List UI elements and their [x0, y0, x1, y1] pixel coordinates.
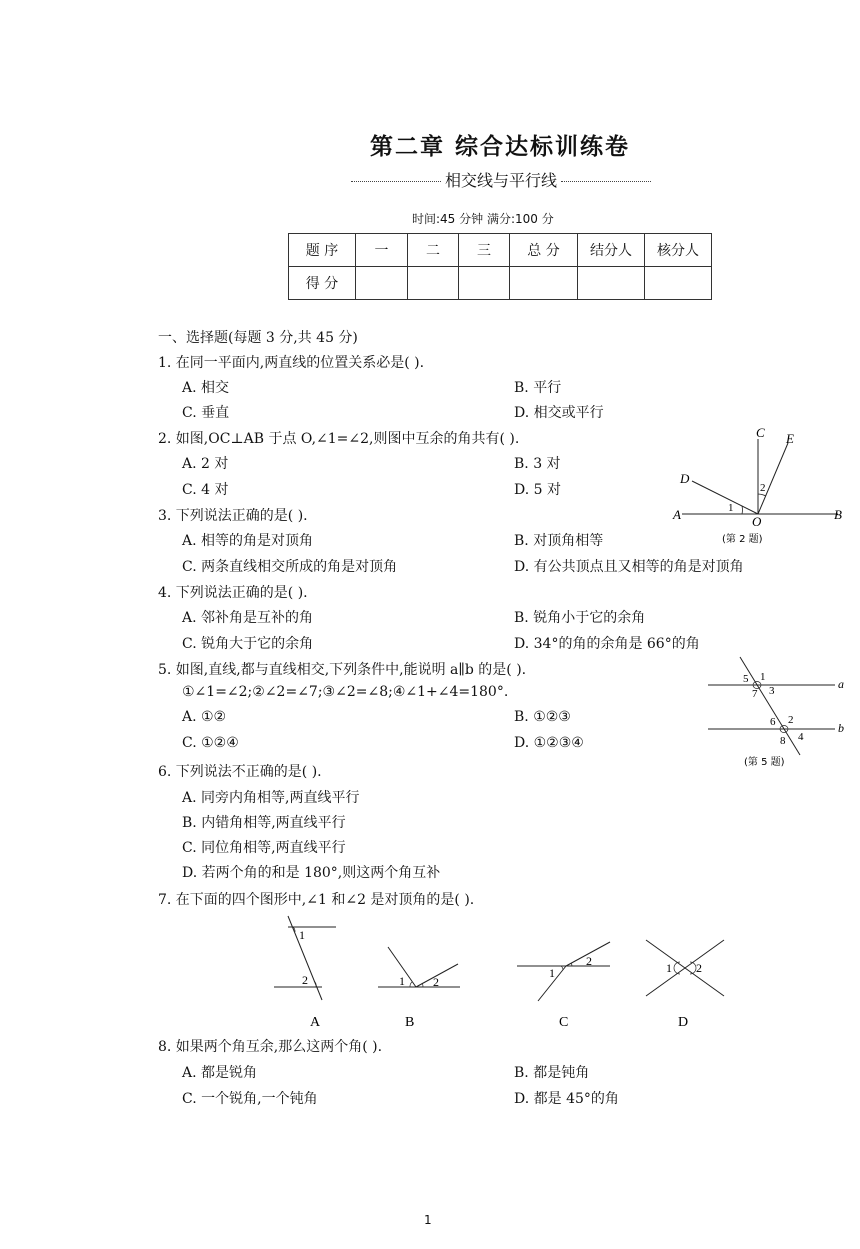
q5-option-b: B. ①②③: [514, 709, 571, 725]
figure-option-a: [274, 916, 336, 1030]
line-b-label: b: [838, 721, 844, 735]
figure-caption: (第 5 题): [744, 757, 785, 768]
q4-option-c: C. 锐角大于它的余角: [182, 636, 314, 652]
score-table: [288, 233, 712, 300]
score-cell: 得 分: [289, 267, 356, 300]
angle-1-label: 1: [666, 961, 672, 975]
score-cell: 一: [356, 234, 408, 267]
score-cell: 总 分: [510, 234, 578, 267]
question-8-stem: 8. 如果两个角互余,那么这两个角( ).: [158, 1039, 383, 1055]
q4-option-a: A. 邻补角是互补的角: [182, 610, 314, 626]
figure-q5: [700, 655, 855, 770]
figure-label-a: A: [310, 1015, 321, 1030]
figure-option-b: [378, 947, 460, 1030]
q3-option-a: A. 相等的角是对顶角: [182, 533, 314, 549]
angle-8-label: 8: [780, 735, 786, 747]
figure-option-d: [646, 940, 724, 1030]
score-table-score-row: [289, 267, 712, 300]
score-input-cell[interactable]: [578, 267, 645, 300]
figure-option-c: [517, 942, 610, 1030]
q5-option-a: A. ①②: [182, 709, 227, 725]
score-cell: 核分人: [645, 234, 712, 267]
q8-option-c: C. 一个锐角,一个钝角: [182, 1091, 318, 1107]
angle-2-label: 2: [760, 482, 766, 494]
q2-option-d: D. 5 对: [514, 482, 561, 498]
question-4-stem: 4. 下列说法正确的是( ).: [158, 585, 308, 601]
q4-option-b: B. 锐角小于它的余角: [514, 610, 646, 626]
score-input-cell[interactable]: [459, 267, 510, 300]
score-cell: 结分人: [578, 234, 645, 267]
question-5-conditions: ①∠1=∠2;②∠2=∠7;③∠2=∠8;④∠1+∠4=180°.: [182, 684, 509, 700]
score-table-header-row: [289, 234, 712, 267]
figure-label-b: B: [405, 1015, 415, 1030]
label-b: B: [834, 507, 842, 522]
angle-1-label: 1: [549, 966, 555, 980]
question-7-stem: 7. 在下面的四个图形中,∠1 和∠2 是对顶角的是( ).: [158, 892, 475, 908]
q8-option-a: A. 都是锐角: [182, 1065, 258, 1081]
q6-option-b: B. 内错角相等,两直线平行: [182, 815, 346, 831]
q3-option-b: B. 对顶角相等: [514, 533, 604, 549]
figure-label-d: D: [678, 1015, 689, 1030]
q2-option-b: B. 3 对: [514, 456, 561, 472]
q2-option-a: A. 2 对: [182, 456, 229, 472]
score-input-cell[interactable]: [356, 267, 408, 300]
q3-option-d: D. 有公共顶点且又相等的角是对顶角: [514, 559, 744, 575]
dotted-rule-right: [561, 181, 651, 182]
angle-6-label: 6: [770, 716, 776, 728]
label-a: A: [673, 507, 681, 522]
angle-1-label: 1: [728, 502, 734, 514]
q5-option-c: C. ①②④: [182, 735, 239, 751]
time-info: 时间:45 分钟 满分:100 分: [412, 212, 554, 226]
angle-2-label: 2: [696, 961, 702, 975]
q1-option-a: A. 相交: [182, 380, 230, 396]
question-1-stem: 1. 在同一平面内,两直线的位置关系必是( ).: [158, 355, 425, 371]
label-c: C: [756, 425, 765, 440]
angle-1-label: 1: [760, 671, 766, 683]
question-2-stem: 2. 如图,OC⊥AB 于点 O,∠1=∠2,则图中互余的角共有( ).: [158, 431, 520, 447]
figure-label-c: C: [559, 1015, 569, 1030]
q4-option-d: D. 34°的角的余角是 66°的角: [514, 636, 700, 652]
q1-option-b: B. 平行: [514, 380, 562, 396]
label-o: O: [752, 514, 762, 529]
question-6-stem: 6. 下列说法不正确的是( ).: [158, 764, 322, 780]
question-5-stem: 5. 如图,直线,都与直线相交,下列条件中,能说明 a∥b 的是( ).: [158, 662, 527, 678]
label-e: E: [786, 431, 794, 446]
angle-7-label: 7: [752, 688, 758, 700]
q3-option-c: C. 两条直线相交所成的角是对顶角: [182, 559, 398, 575]
q2-option-c: C. 4 对: [182, 482, 229, 498]
score-input-cell[interactable]: [408, 267, 459, 300]
angle-1-label: 1: [299, 928, 305, 942]
score-cell: 二: [408, 234, 459, 267]
q6-option-c: C. 同位角相等,两直线平行: [182, 840, 346, 856]
page-number: 1: [424, 1213, 432, 1227]
angle-2-label: 2: [433, 975, 439, 989]
angle-2-label: 2: [586, 954, 592, 968]
section-heading: 一、选择题(每题 3 分,共 45 分): [158, 330, 358, 346]
dotted-rule-left: [351, 181, 441, 182]
angle-2-label: 2: [302, 973, 308, 987]
label-d: D: [680, 471, 690, 486]
angle-1-label: 1: [399, 974, 405, 988]
page-subtitle: 相交线与平行线: [338, 168, 664, 191]
q5-option-d: D. ①②③④: [514, 735, 584, 751]
q1-option-d: D. 相交或平行: [514, 405, 604, 421]
q1-option-c: C. 垂直: [182, 405, 230, 421]
angle-2-label: 2: [788, 714, 794, 726]
score-cell: 三: [459, 234, 510, 267]
score-input-cell[interactable]: [645, 267, 712, 300]
line-a-label: a: [838, 677, 844, 691]
score-cell: 题 序: [289, 234, 356, 267]
q6-option-d: D. 若两个角的和是 180°,则这两个角互补: [182, 865, 441, 881]
angle-5-label: 5: [743, 673, 749, 685]
q6-option-a: A. 同旁内角相等,两直线平行: [182, 790, 360, 806]
figure-q7: [260, 910, 740, 1035]
question-3-stem: 3. 下列说法正确的是( ).: [158, 508, 308, 524]
angle-4-label: 4: [798, 731, 804, 743]
q8-option-d: D. 都是 45°的角: [514, 1091, 619, 1107]
figure-q2: [670, 425, 850, 550]
score-input-cell[interactable]: [510, 267, 578, 300]
figure-caption: (第 2 题): [722, 534, 763, 545]
q8-option-b: B. 都是钝角: [514, 1065, 590, 1081]
page-title: 第二章 综合达标训练卷: [369, 134, 630, 160]
angle-3-label: 3: [769, 685, 775, 697]
